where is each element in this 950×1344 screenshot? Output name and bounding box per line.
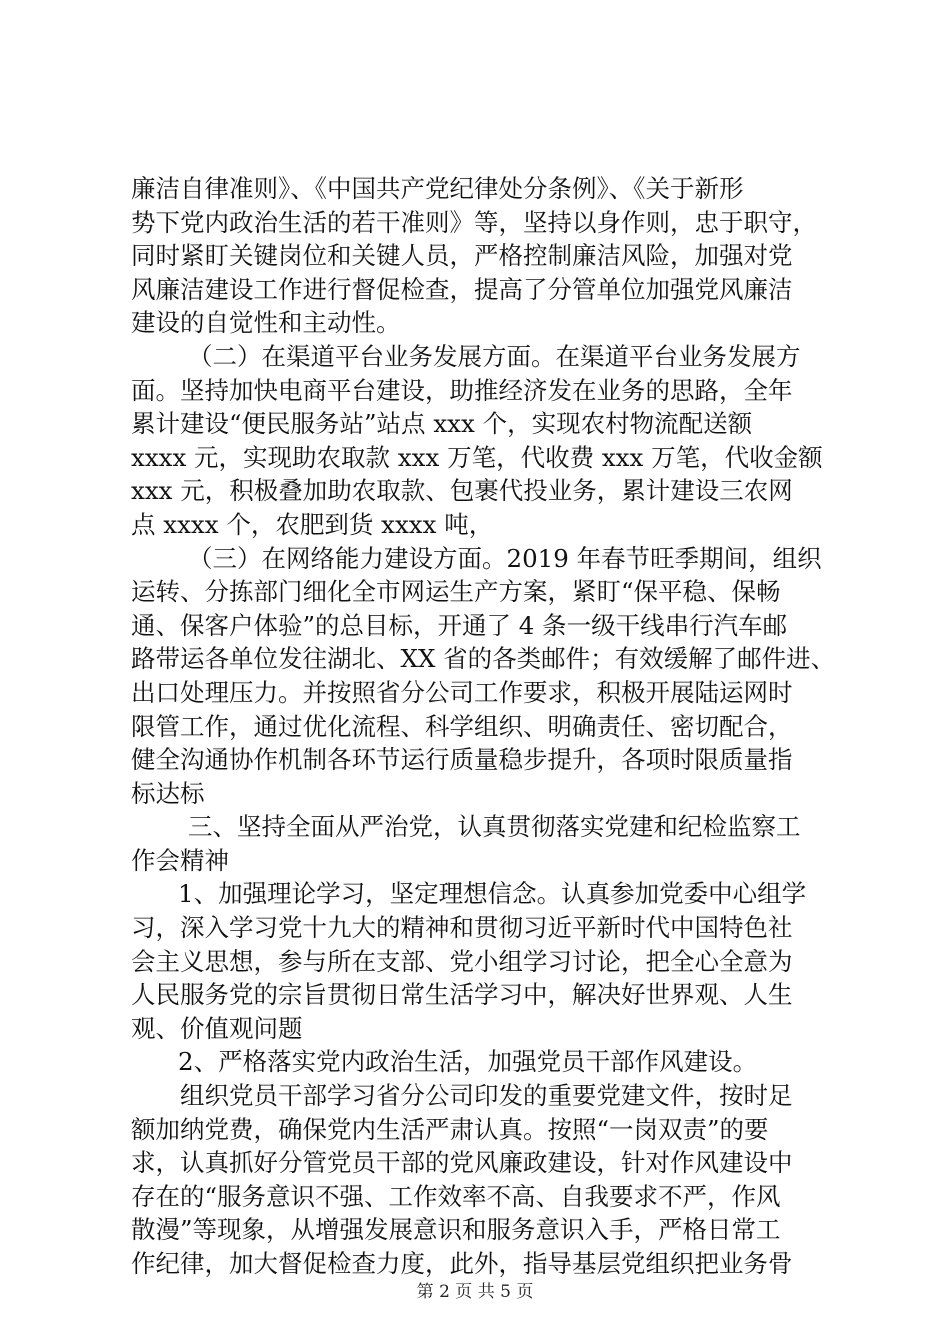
section-heading-3: （三）在网络能力建设方面。2019 年春节旺季期间，组织 (188, 543, 822, 573)
text-line: 面。坚持加快电商平台建设，助推经济发在业务的思路，全年 (131, 375, 793, 405)
text-line: 作纪律，加大督促检查力度，此外，指导基层党组织把业务骨 (131, 1249, 793, 1278)
text-line: 存在的“服务意识不强、工作效率不高、自我要求不严，作风 (131, 1181, 781, 1211)
page-number-footer: 第 2 页 共 5 页 (416, 1282, 534, 1302)
section-heading-2: （二）在渠道平台业务发展方面。在渠道平台业务发展方 (188, 341, 801, 371)
text-line: 标达标 (131, 778, 205, 808)
text-line: 出口处理压力。并按照省分公司工作要求，积极开展陆运网时 (131, 677, 793, 707)
text-line: 路带运各单位发往湖北、XX 省的各类邮件；有效缓解了邮件进、 (131, 644, 836, 674)
text-line: 势下党内政治生活的若干准则》等，坚持以身作则，忠于职守， (131, 207, 817, 237)
text-line: 风廉洁建设工作进行督促检查，提高了分管单位加强党风廉洁 (131, 274, 793, 304)
text-line: 观、价值观问题 (131, 1013, 303, 1043)
text-line: 额加纳党费，确保党内生活严肃认真。按照“一岗双责”的要 (131, 1114, 769, 1144)
text-line: 作会精神 (131, 845, 229, 875)
text-line: 人民服务党的宗旨贯彻日常生活学习中，解决好世界观、人生 (131, 980, 793, 1010)
text-line: 散漫”等现象，从增强发展意识和服务意识入手，严格日常工 (131, 1215, 781, 1245)
document-body (131, 172, 835, 1281)
text-line: xxx 元，积极叠加助农取款、包裹代投业务，累计建设三农网 (131, 476, 793, 506)
text-line: 通、保客户体验”的总目标，开通了 4 条一级干线串行汽车邮 (131, 610, 788, 640)
text-line: 求，认真抓好分管党员干部的党风廉政建设，针对作风建设中 (131, 1148, 793, 1178)
paragraph-start: 组织党员干部学习省分公司印发的重要党建文件，按时足 (180, 1081, 793, 1111)
text-line: 习，深入学习党十九大的精神和贯彻习近平新时代中国特色社 (131, 913, 793, 943)
text-line: 廉洁自律准则》、《中国共产党纪律处分条例》、《关于新形 (131, 174, 744, 203)
chapter-heading-3: 三、坚持全面从严治党，认真贯彻落实党建和纪检监察工 (188, 812, 801, 842)
item-heading-2: 2、严格落实党内政治生活，加强党员干部作风建设。 (178, 1047, 758, 1077)
text-line: 点 xxxx 个，农肥到货 xxxx 吨， (131, 509, 494, 539)
item-heading-1: 1、加强理论学习，坚定理想信念。认真参加党委中心组学 (178, 879, 807, 909)
text-line: 累计建设“便民服务站”站点 xxx 个，实现农村物流配送额 (131, 409, 753, 439)
text-line: 限管工作，通过优化流程、科学组织、明确责任、密切配合， (131, 711, 793, 741)
text-line: 同时紧盯关键岗位和关键人员，严格控制廉洁风险，加强对党 (131, 241, 793, 271)
text-line: xxxx 元，实现助农取款 xxx 万笔，代收费 xxx 万笔，代收金额 (131, 442, 823, 472)
text-line: 建设的自觉性和主动性。 (131, 308, 401, 338)
text-line: 运转、分拣部门细化全市网运生产方案，紧盯“保平稳、保畅 (131, 577, 781, 607)
text-line: 健全沟通协作机制各环节运行质量稳步提升，各项时限质量指 (131, 745, 793, 775)
text-line: 会主义思想，参与所在支部、党小组学习讨论，把全心全意为 (131, 946, 793, 976)
